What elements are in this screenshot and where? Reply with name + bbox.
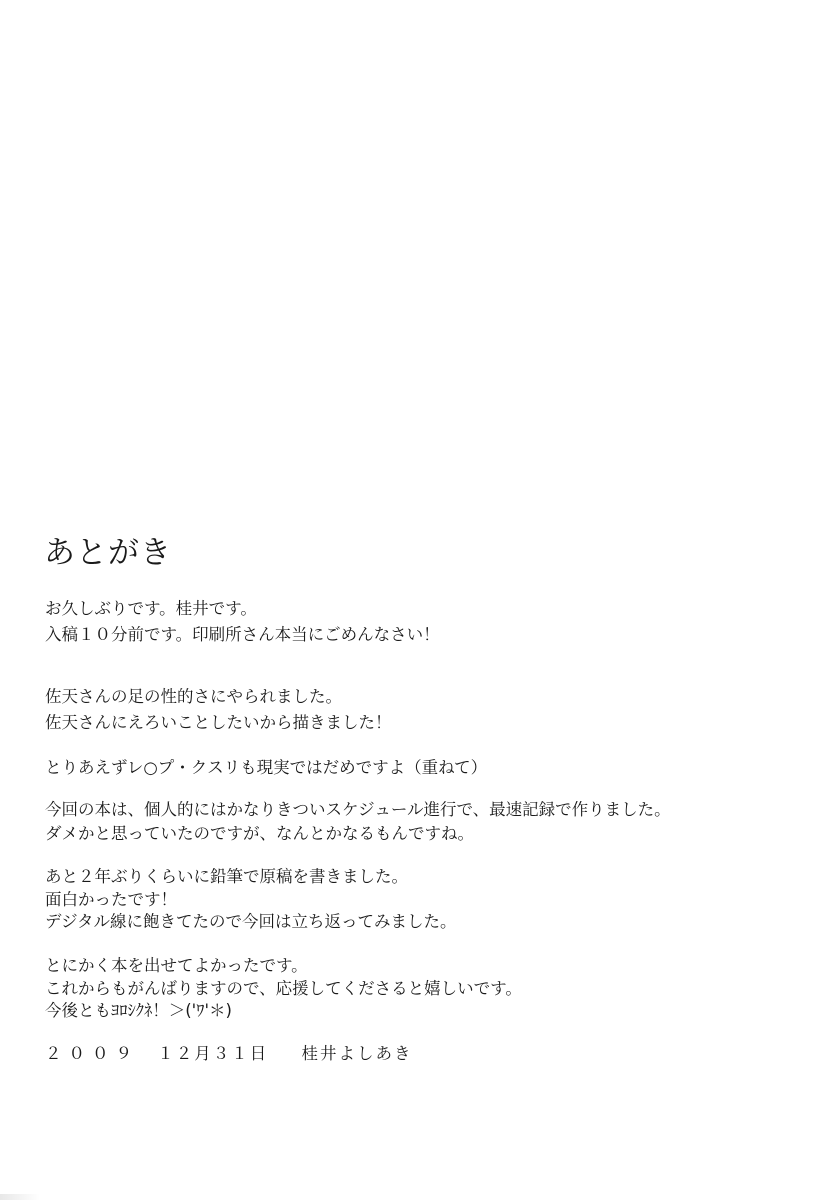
text-line: とりあえずレ○プ・クスリも現実ではだめですよ（重ねて） — [45, 758, 488, 777]
signature-date: １２月３１日 — [157, 1044, 269, 1063]
text-line: 今回の本は、個人的にはかなりきついスケジュール進行で、最速記録で作りました。 — [45, 800, 671, 819]
text-line: ダメかと思っていたのですが、なんとかなるもんですね。 — [45, 824, 474, 843]
text-line: 佐天さんの足の性的さにやられました。 — [45, 687, 342, 706]
afterword-title: あとがき — [44, 535, 172, 571]
text-line: 入稿１０分前です。印刷所さん本当にごめんなさい！ — [45, 625, 440, 644]
text-line: 今後ともﾖﾛｼｸﾈ！＞('ﾜ'＊) — [45, 1001, 232, 1020]
signature-year: ２００９ — [45, 1044, 139, 1063]
text-line: あと２年ぶりくらいに鉛筆で原稿を書きました。 — [45, 867, 408, 886]
text-line: とにかく本を出せてよかったです。 — [45, 956, 308, 975]
signature-author: 桂井よしあき — [301, 1044, 413, 1063]
text-line: デジタル線に飽きてたので今回は立ち返ってみました。 — [45, 912, 457, 931]
text-line: お久しぶりです。桂井です。 — [45, 599, 257, 618]
signature-line — [45, 1043, 413, 1065]
text-line: 佐天さんにえろいことしたいから描きました！ — [45, 713, 392, 732]
text-line: これからもがんばりますので、応援してくださると嬉しいです。 — [45, 979, 522, 998]
page-edge-shadow — [0, 1194, 40, 1200]
text-line: 面白かったです！ — [45, 890, 177, 909]
